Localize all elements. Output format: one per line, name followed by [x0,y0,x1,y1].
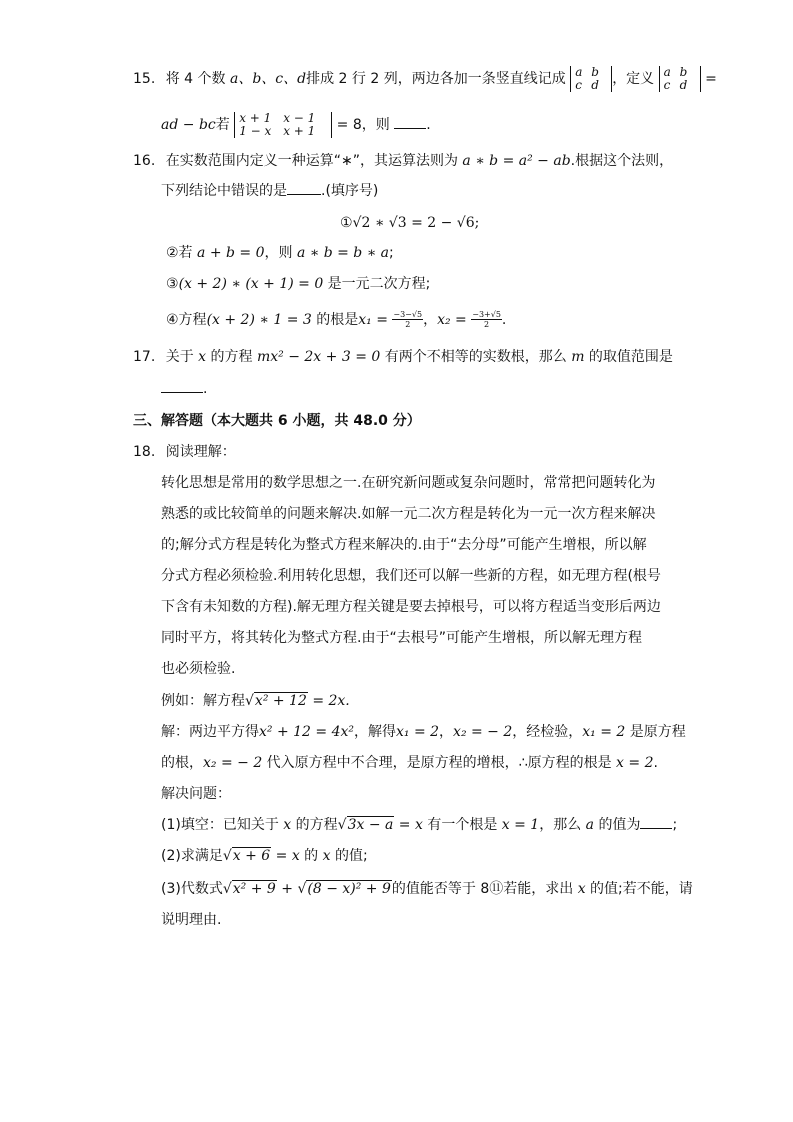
sol1-f: x₂ = − 2 [453,724,513,740]
s1-g: ，那么 [539,817,586,833]
q16-line2 [161,180,378,202]
s1-i: 的值为 [594,817,641,833]
q16-item2-e: ; [389,245,394,261]
q16-item4-c: 的根是 [311,312,359,328]
sol1-a: 解：两边平方得 [161,724,259,740]
q16-item4-sep: ， [423,312,438,328]
q15-ad-bc: ad − bc [161,117,216,133]
q17-line1 [133,346,673,368]
q18-sub3-cont: 说明理由. [161,912,222,928]
q18-title: 阅读理解： [165,444,236,460]
q16-item2-a: ②若 [166,245,198,261]
q15-if: 若 [215,117,230,133]
sol2-c: 代入原方程中不合理，是原方程的增根，∴原方程的根是 [262,755,617,771]
s3-radicand1: x² + 9 [232,881,276,897]
q17-g: 的取值范围是 [584,349,673,365]
sol2-e: . [653,755,658,771]
q15-text-a: 将 4 个数 [165,71,230,87]
q16-item4-end: . [501,312,507,328]
q15-text-c: ，定义 [612,71,655,87]
q15-line1 [133,66,717,92]
q15-text-d: = [700,71,717,87]
s3-d: 的值;若不能，请 [585,881,693,897]
s3-b: 的值能否等于 8⑪若能，求出 [391,881,578,897]
q17-line2 [161,378,207,400]
fraction1-numerator: −3−√5 [393,310,423,319]
sol1-g: ，经检验， [512,724,583,740]
q18-p5: 下含有未知数的方程).解无理方程关键是要去掉根号，可以将方程适当变形后两边 [161,599,661,615]
fraction1-denominator: 2 [405,320,411,329]
q18-solution-line2 [161,752,658,774]
q16-line1 [133,150,673,172]
q15-given-determinant: x + 1 x − 1 1 − x x + 1 [234,112,332,138]
sol1-b: x² + 12 = 4x² [259,724,354,740]
q18-solution-line1 [161,721,686,743]
q16-item2-c: ，则 [264,245,297,261]
q15-determinant-definition: a b c d [659,66,701,92]
s3-plus: + [276,881,298,897]
q18-p6: 同时平方，将其转化为整式方程.由于“去根号”可能产生增根，所以解无理方程 [161,630,642,646]
q15-line2 [161,112,431,138]
q18-number: 18. [133,444,156,460]
q18-sub2: (2)求满足√x + 6 = x 的 x 的值; [161,848,368,864]
q16-item3 [166,273,430,295]
q17-number: 17. [133,349,156,365]
q16-item2-d: a ∗ b = b ∗ a [296,245,390,261]
section3-heading: 三、解答题（本大题共 6 小题，共 48.0 分） [133,413,421,429]
q16-item1 [340,212,479,234]
sol2-a: 的根， [161,755,203,771]
q18-p2: 熟悉的或比较简单的问题来解决.如解一元二次方程是转化为一元一次方程来解决 [161,506,656,522]
q18-resolve-heading: 解决问题： [161,786,231,802]
q18-p3: 的;解分式方程是转化为整式方程来解决的.由于“去分母”可能产生增根，所以解 [161,537,647,553]
s2-radicand: x + 6 [232,848,271,864]
s1-end: ; [672,817,678,833]
q17-b: x [198,349,207,365]
q16-item4-fraction1 [392,310,423,330]
s2-d: x [322,848,331,864]
q15-vars: a、b、c、d [229,71,307,87]
sol1-e: ， [439,724,454,740]
q16-number: 16. [133,153,156,169]
q16-item4 [166,309,506,331]
q17-f: m [571,349,585,365]
q16-line1-end: .根据这个法则， [570,153,674,169]
q16-item2 [166,242,394,264]
q15-text-b: 排成 2 行 2 列，两边各加一条竖直线记成 [306,71,566,87]
s1-e: 有一个根是 [422,817,502,833]
q15-number: 15. [133,71,156,87]
s2-e: 的值; [330,848,368,864]
s1-c: 的方程 [291,817,338,833]
q16-item4-x1: x₁ = [358,312,388,328]
s1-b: x [283,817,292,833]
q16-item4-a: ④方程 [166,312,207,328]
q18-example: 例如：解方程√x² + 12 = 2x. [161,693,350,709]
q17-end: . [203,381,208,397]
sol2-b: x₂ = − 2 [203,755,263,771]
fraction2-numerator: −3+√5 [472,310,501,319]
s3-radicand2: (8 − x)² + 9 [307,881,391,897]
s2-b: = x [271,848,300,864]
q18-p7: 也必须检验. [161,661,236,677]
q18-p4: 分式方程必须检验.利用转化思想，我们还可以解一些新的方程，如无理方程(根号 [161,568,661,584]
q16-line1-text: 在实数范围内定义一种运算“∗”，其运算法则为 [165,153,463,169]
q16-item4-x2: x₂ = [437,312,467,328]
q16-item1-text: ①√2 ∗ √3 = 2 − √6; [340,215,480,231]
q18-sub1: (1)填空：已知关于 x 的方程√3x − a = x 有一个根是 x = 1，那么 a 的值为 ; [161,814,677,836]
s2-a: (2)求满足 [161,848,223,864]
q16-line2-text: 下列结论中错误的是 [161,183,287,199]
q18-p1: 转化思想是常用的数学思想之一.在研究新问题或复杂问题时，常常把问题转化为 [161,475,656,491]
q18-example-label: 例如：解方程 [161,693,245,709]
q18-example-rhs: = 2x. [307,693,350,709]
s3-c: x [577,881,586,897]
q16-item4-fraction2 [471,310,502,330]
q15-determinant-notation: a b c d [570,66,612,92]
q16-item3-c: 是一元二次方程; [323,276,431,292]
sol1-d: x₁ = 2 [396,724,440,740]
q16-line2-end: .(填序号) [321,183,379,199]
fraction2-denominator: 2 [484,320,490,329]
s1-radicand: 3x − a [347,817,394,833]
q16-item3-a: ③ [166,276,179,292]
q17-a: 关于 [165,349,199,365]
q17-answer-blank[interactable] [161,378,203,393]
sol1-h: x₁ = 2 [582,724,626,740]
q16-item4-b: (x + 2) ∗ 1 = 3 [206,312,312,328]
q16-item3-b: (x + 2) ∗ (x + 1) = 0 [178,276,324,292]
q17-e: 有两个不相等的实数根，那么 [380,349,572,365]
q18-sub3: (3)代数式√x² + 9 + √(8 − x)² + 9的值能否等于 8⑪若能，求出 x 的值;若不能，请 [161,881,693,897]
s1-a: (1)填空：已知关于 [161,817,284,833]
s1-h: a [585,817,595,833]
sol1-c: ，解得 [354,724,396,740]
sol2-d: x = 2 [616,755,654,771]
q16-item2-b: a + b = 0 [197,245,265,261]
s2-c: 的 [299,848,323,864]
q18-title-line [133,441,236,463]
q16-answer-blank[interactable] [287,180,321,195]
sol1-i: 是原方程 [625,724,686,740]
q15-answer-blank[interactable] [394,114,426,129]
q18-example-radicand: x² + 12 [254,693,307,709]
s1-d: = x [394,817,423,833]
q17-c: 的方程 [206,349,257,365]
s1-f: x = 1 [501,817,540,833]
q16-rule: a ∗ b = a² − ab [462,153,571,169]
q15-equals: = 8，则 [332,117,390,133]
s3-a: (3)代数式 [161,881,223,897]
q18-sub1-answer-blank[interactable] [640,814,672,829]
q15-end: . [426,117,431,133]
q17-equation: mx² − 2x + 3 = 0 [256,349,381,365]
